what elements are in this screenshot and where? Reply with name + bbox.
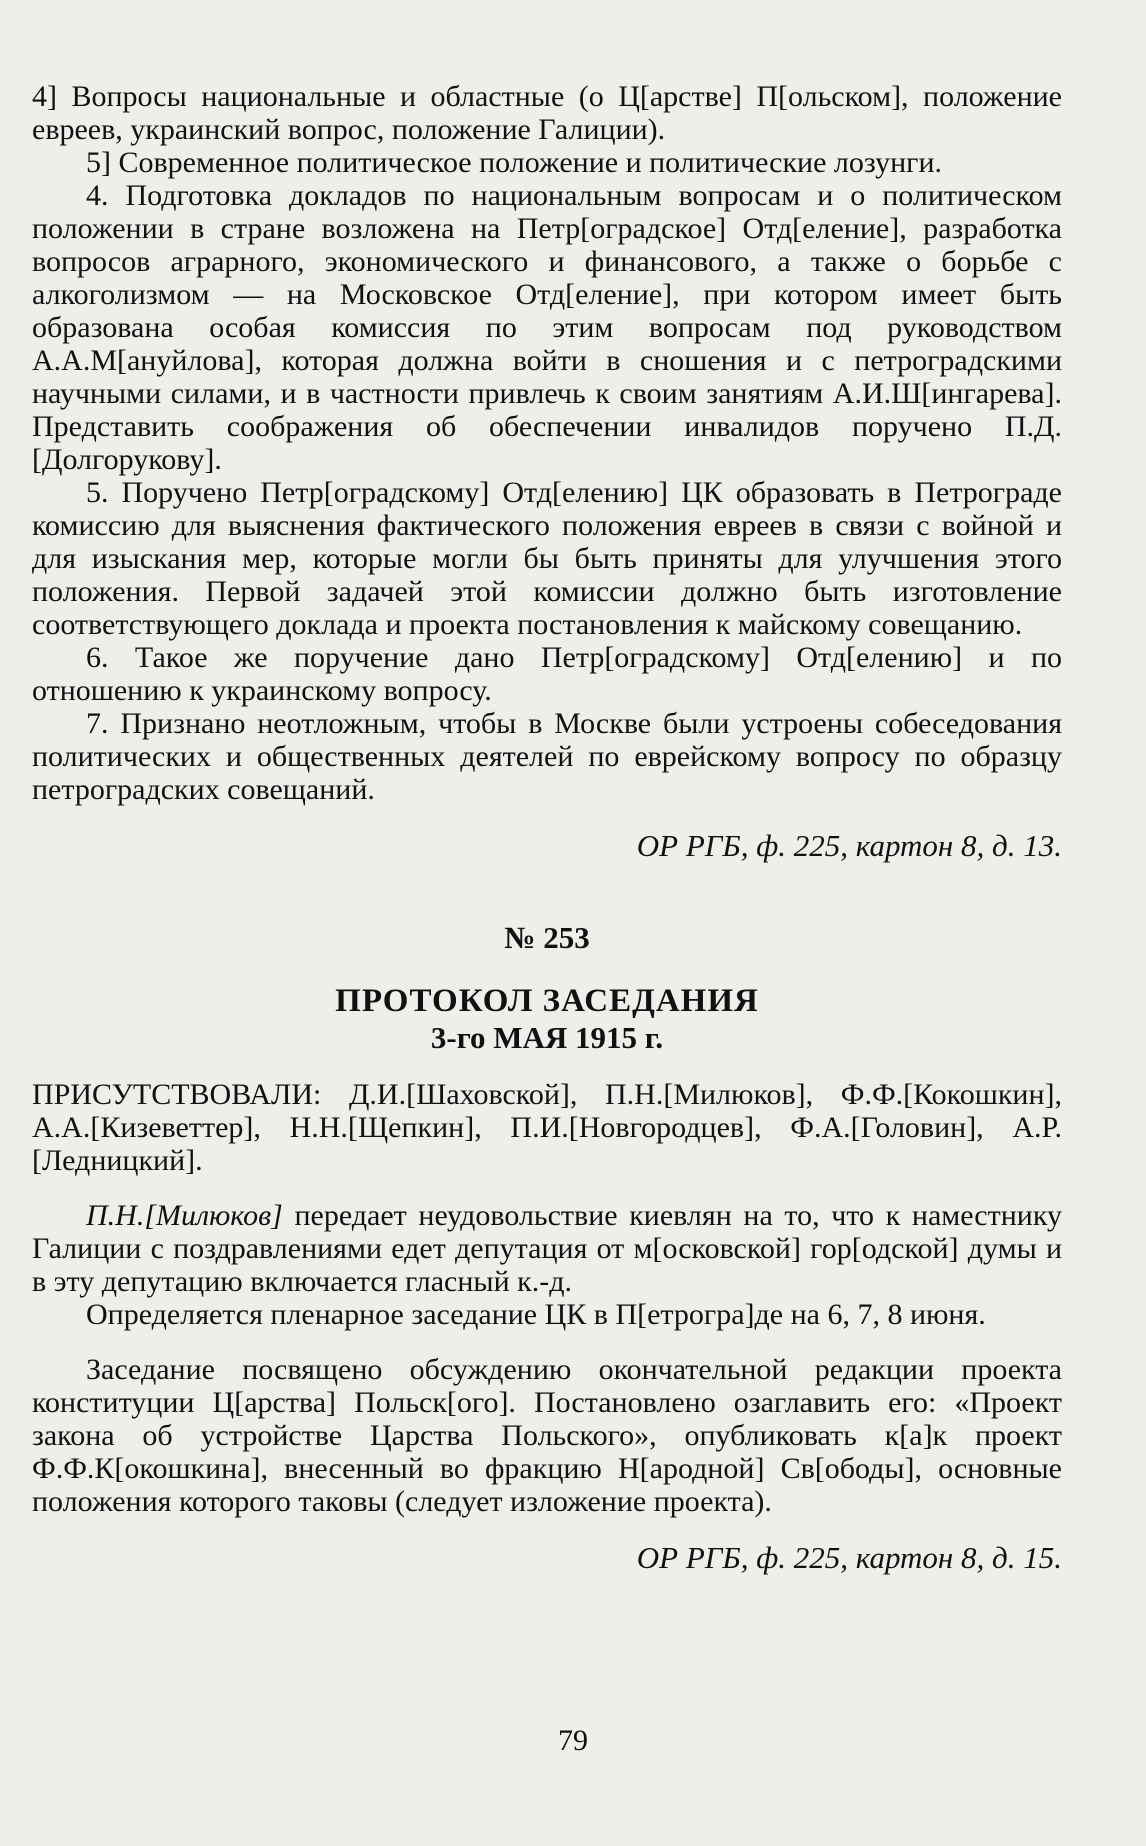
paragraph-milyukov — [32, 1199, 1062, 1298]
attendees-list: ПРИСУТСТВОВАЛИ: Д.И.[Шаховской], П.Н.[Милюков], Ф.Ф.[Кокошкин], А.А.[Кизеветтер], Н.Н.[Щепкин], П.И.[Новгородцев], Ф.А.[Головин], А.Р.[Ледницкий]. — [32, 1078, 1062, 1177]
paragraph-item-5: 5] Современное политическое положение и политические лозунги. — [86, 146, 942, 179]
archive-citation-1: ОР РГБ, ф. 225, картон 8, д. 13. — [636, 828, 1062, 863]
document-number: № 253 — [504, 920, 590, 955]
archive-citation-2: ОР РГБ, ф. 225, картон 8, д. 15. — [636, 1540, 1062, 1575]
paragraph-item-4: 4] Вопросы национальные и областные (о Ц[арстве] П[ольском], положение евреев, украинский вопрос, положение Галиции). — [32, 80, 1062, 146]
paragraph-point-4: 4. Подготовка докладов по национальным вопросам и о политическом положении в стране возложена на Петр[оградское] Отд[еление], разработка вопросов аграрного, экономического и финансового, а также о борьбе с алкоголизмом — на Московское Отд[еление], при котором имеет быть образована особая комиссия по этим вопросам под руководством А.А.М[ануйлова], которая должна войти в сношения и с петроградскими научными силами, и в частности привлечь к своим занятиям А.И.Ш[ингарева]. Представить соображения об обеспечении инвалидов поручено П.Д.[Долгорукову]. — [32, 179, 1062, 476]
document-title: ПРОТОКОЛ ЗАСЕДАНИЯ — [335, 983, 759, 1019]
paragraph-plenary: Определяется пленарное заседание ЦК в П[етрогра]де на 6, 7, 8 июня. — [86, 1298, 986, 1331]
paragraph-point-6: 6. Такое же поручение дано Петр[оградскому] Отд[елению] и по отношению к украинскому вопросу. — [32, 641, 1062, 707]
paragraph-constitution: Заседание посвящено обсуждению окончательной редакции проекта конституции Ц[арства] Польск[ого]. Постановлено озаглавить его: «Проект закона об устройстве Царства Польского», опубликовать к[а]к проект Ф.Ф.К[окошкина], внесенный во фракцию Н[ародной] Св[ободы], основные положения которого таковы (следует изложение проекта). — [32, 1353, 1062, 1518]
page-content — [32, 80, 1062, 1576]
paragraph-point-7: 7. Признано неотложным, чтобы в Москве были устроены собеседования политических и общественных деятелей по еврейскому вопросу по образцу петроградских совещаний. — [32, 707, 1062, 806]
speaker-text: передает неудовольствие киевлян на то, что к наместнику Галиции с поздравлениями едет депутация от м[осковской] гор[одской] думы и в эту депутацию включается гласный к.-д. — [32, 1199, 1062, 1298]
paragraph-point-5: 5. Поручено Петр[оградскому] Отд[елению] ЦК образовать в Петрограде комиссию для выяснения фактического положения евреев в связи с войной и для изыскания мер, которые могли бы быть приняты для улучшения этого положения. Первой задачей этой комиссии должно быть изготовление соответствующего доклада и проекта постановления к майскому совещанию. — [32, 476, 1062, 641]
speaker-name: П.Н.[Милюков] — [86, 1199, 283, 1232]
document-date: 3-го МАЯ 1915 г. — [430, 1020, 664, 1055]
page-number: 79 — [558, 1724, 588, 1757]
